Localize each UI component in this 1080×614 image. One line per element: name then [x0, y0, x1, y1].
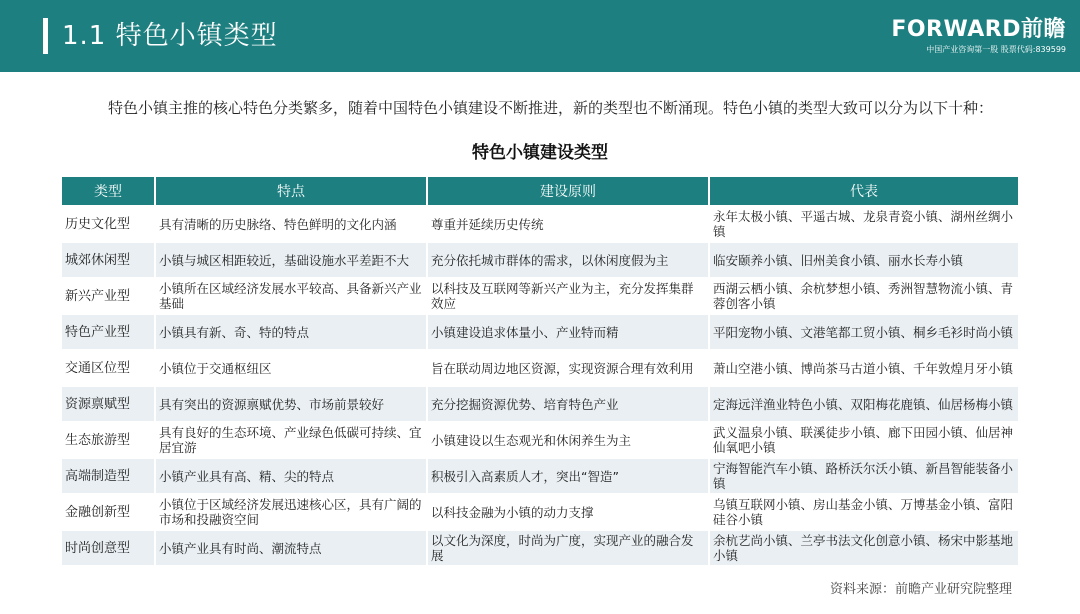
table-row — [62, 243, 1018, 277]
cell-feature: 小镇所在区域经济发展水平较高、具备新兴产业基础 — [156, 279, 426, 313]
cell-examples: 西湖云栖小镇、余杭梦想小镇、秀洲智慧物流小镇、青蓉创客小镇 — [710, 279, 1018, 313]
cell-feature: 具有良好的生态环境、产业绿色低碳可持续、宜居宜游 — [156, 423, 426, 457]
cell-feature: 小镇产业具有高、精、尖的特点 — [156, 459, 426, 493]
cell-examples: 宁海智能汽车小镇、路桥沃尔沃小镇、新昌智能装备小镇 — [710, 459, 1018, 493]
header-type: 类型 — [62, 177, 154, 205]
cell-feature: 具有突出的资源禀赋优势、市场前景较好 — [156, 387, 426, 421]
cell-type: 高端制造型 — [62, 459, 154, 493]
cell-principle: 以文化为深度，时尚为广度，实现产业的融合发展 — [428, 531, 708, 565]
intro-paragraph: 特色小镇主推的核心特色分类繁多，随着中国特色小镇建设不断推进，新的类型也不断涌现。特色小镇的类型大致可以分为以下十种： — [108, 99, 994, 117]
brand-name: FORWARD前瞻 — [891, 17, 1066, 42]
cell-examples: 平阳宠物小镇、文港笔都工贸小镇、桐乡毛衫时尚小镇 — [710, 315, 1018, 349]
table-row — [62, 387, 1018, 421]
cell-type: 历史文化型 — [62, 207, 154, 241]
cell-principle: 积极引入高素质人才，突出“智造” — [428, 459, 708, 493]
cell-feature: 小镇位于区域经济发展迅速核心区，具有广阔的市场和投融资空间 — [156, 495, 426, 529]
cell-type: 资源禀赋型 — [62, 387, 154, 421]
table-row — [62, 315, 1018, 349]
cell-principle: 以科技金融为小镇的动力支撑 — [428, 495, 708, 529]
cell-examples: 临安颐养小镇、旧州美食小镇、丽水长寿小镇 — [710, 243, 1018, 277]
table-title: 特色小镇建设类型 — [472, 143, 608, 163]
cell-examples: 余杭艺尚小镇、兰亭书法文化创意小镇、杨宋中影基地小镇 — [710, 531, 1018, 565]
cell-examples: 定海远洋渔业特色小镇、双阳梅花鹿镇、仙居杨梅小镇 — [710, 387, 1018, 421]
cell-principle: 小镇建设以生态观光和休闲养生为主 — [428, 423, 708, 457]
cell-principle: 小镇建设追求体量小、产业特而精 — [428, 315, 708, 349]
title-accent-bar — [43, 18, 48, 54]
table-row — [62, 459, 1018, 493]
cell-examples: 永年太极小镇、平遥古城、龙泉青瓷小镇、湖州丝绸小镇 — [710, 207, 1018, 241]
cell-principle: 充分依托城市群体的需求，以休闲度假为主 — [428, 243, 708, 277]
cell-type: 特色产业型 — [62, 315, 154, 349]
cell-type: 时尚创意型 — [62, 531, 154, 565]
cell-feature: 小镇具有新、奇、特的特点 — [156, 315, 426, 349]
cell-type: 金融创新型 — [62, 495, 154, 529]
cell-feature: 小镇产业具有时尚、潮流特点 — [156, 531, 426, 565]
cell-principle: 旨在联动周边地区资源，实现资源合理有效利用 — [428, 351, 708, 385]
cell-type: 交通区位型 — [62, 351, 154, 385]
cell-feature: 小镇位于交通枢纽区 — [156, 351, 426, 385]
header-examples: 代表 — [710, 177, 1018, 205]
header-band — [0, 0, 1080, 72]
header-principle: 建设原则 — [428, 177, 708, 205]
cell-feature: 小镇与城区相距较近，基础设施水平差距不大 — [156, 243, 426, 277]
cell-type: 生态旅游型 — [62, 423, 154, 457]
cell-type: 新兴产业型 — [62, 279, 154, 313]
table-row — [62, 279, 1018, 313]
cell-type: 城郊休闲型 — [62, 243, 154, 277]
cell-principle: 充分挖掘资源优势、培育特色产业 — [428, 387, 708, 421]
header-feature: 特点 — [156, 177, 426, 205]
cell-principle: 以科技及互联网等新兴产业为主，充分发挥集群效应 — [428, 279, 708, 313]
cell-examples: 萧山空港小镇、博尚茶马古道小镇、千年敦煌月牙小镇 — [710, 351, 1018, 385]
brand-tagline: 中国产业咨询第一股 股票代码:839599 — [926, 45, 1066, 54]
cell-principle: 尊重并延续历史传统 — [428, 207, 708, 241]
cell-examples: 武义温泉小镇、联溪徒步小镇、廊下田园小镇、仙居神仙氧吧小镇 — [710, 423, 1018, 457]
table-header-row — [62, 177, 1018, 205]
table-row — [62, 207, 1018, 241]
town-types-table — [60, 175, 1020, 567]
brand-logo — [891, 18, 1066, 56]
page-title: 1.1 特色小镇类型 — [62, 21, 278, 51]
source-note: 资料来源：前瞻产业研究院整理 — [829, 582, 1012, 597]
table-row — [62, 531, 1018, 565]
table-row — [62, 423, 1018, 457]
cell-feature: 具有清晰的历史脉络、特色鲜明的文化内涵 — [156, 207, 426, 241]
table-row — [62, 351, 1018, 385]
cell-examples: 乌镇互联网小镇、房山基金小镇、万博基金小镇、富阳硅谷小镇 — [710, 495, 1018, 529]
table-row — [62, 495, 1018, 529]
